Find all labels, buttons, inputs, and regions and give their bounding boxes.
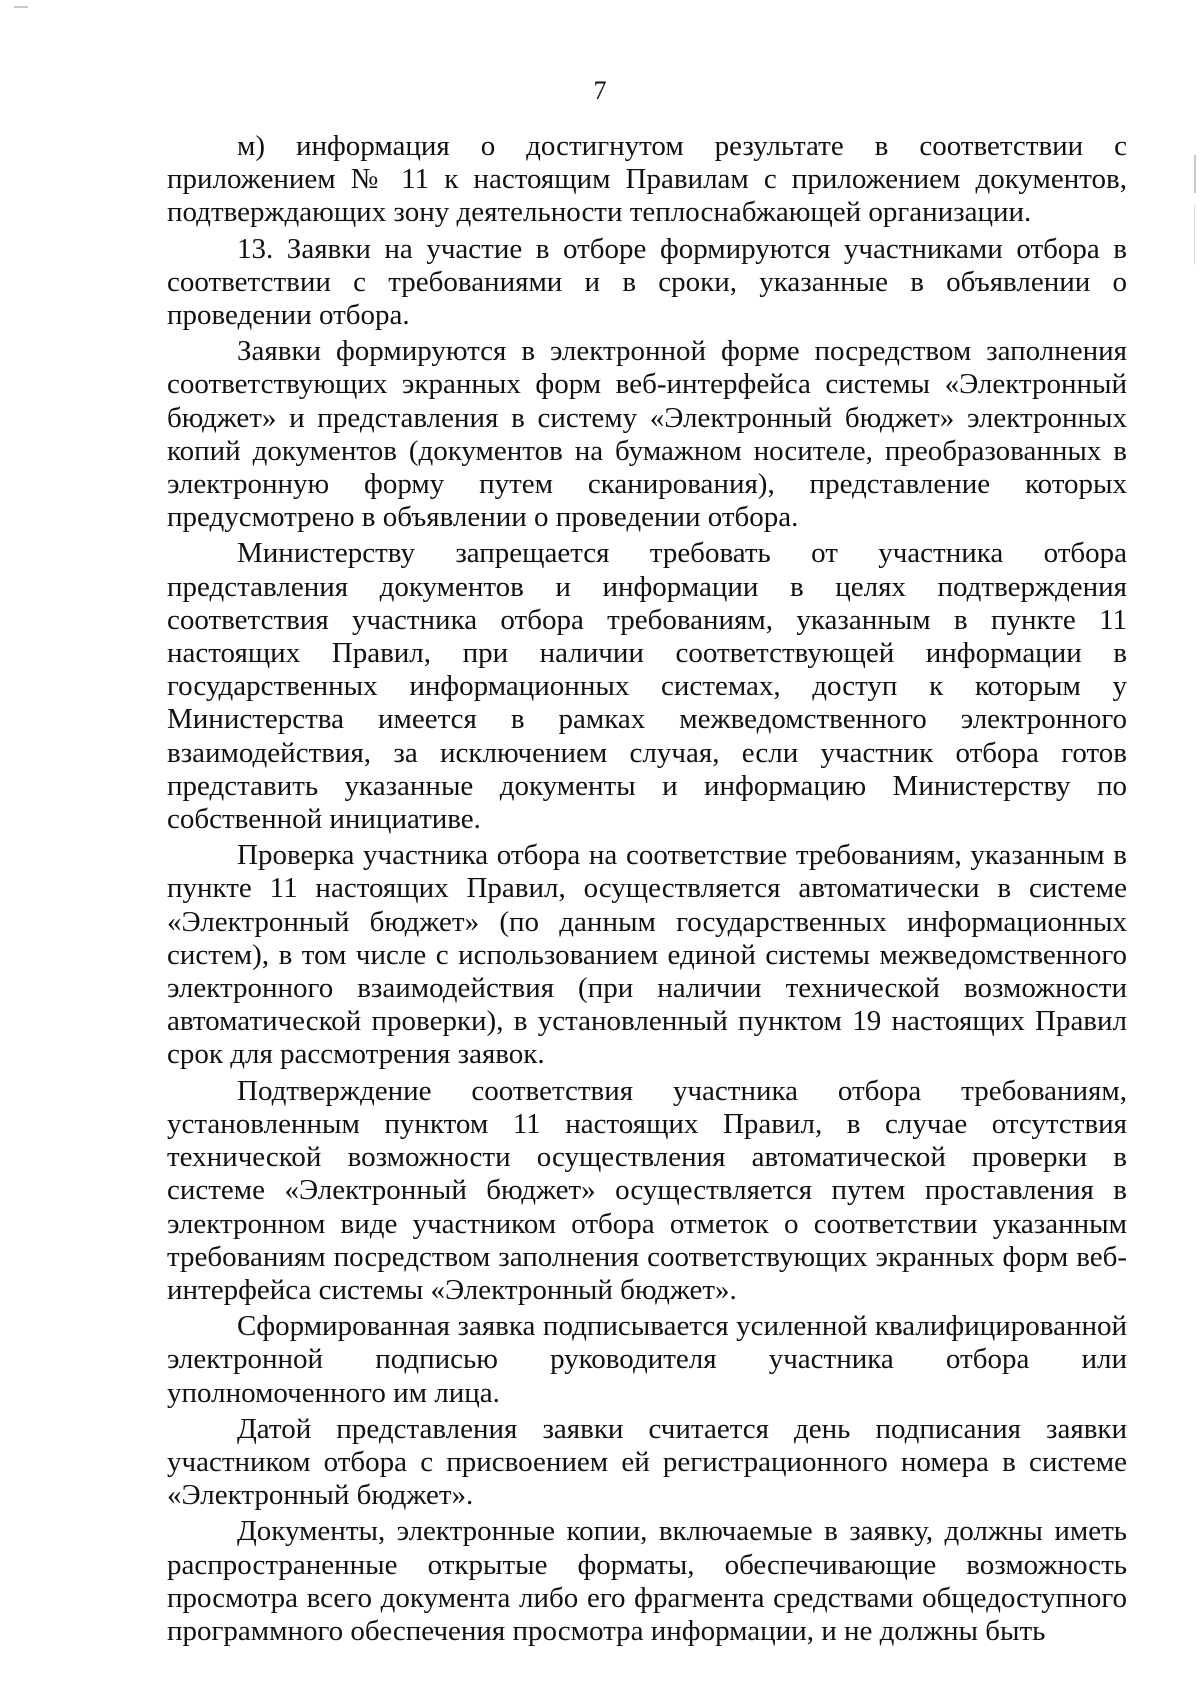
paragraph-electronic-form: Заявки формируются в электронной форме посредством заполнения соответствующих экранных форм веб-интерфейса системы «Электронный бюджет» и представления в систему «Электронный бюджет» электронных копий документов (документов на бумажном носителе, преобразованных в электронную форму путем сканирования), представление которых предусмотрено в объявлении о проведении отбора. xyxy=(167,335,1127,534)
paragraph-item-m: м) информация о достигнутом результате в соответствии с приложением № 11 к настоящим Правилам с приложением документов, подтверждающих зону деятельности теплоснабжающей организации. xyxy=(167,130,1127,229)
paragraph-submission-date: Датой представления заявки считается день подписания заявки участником отбора с присвоением ей регистрационного номера в системе «Электронный бюджет». xyxy=(167,1412,1127,1512)
page-number: 7 xyxy=(593,76,607,105)
document-body xyxy=(167,130,1127,1651)
paragraph-document-formats: Документы, электронные копии, включаемые в заявку, должны иметь распространенные открытые форматы, обеспечивающие возможность просмотра всего документа либо его фрагмента средствами общедоступного программного обеспечения просмотра информации, и не должны быть xyxy=(167,1515,1127,1647)
paragraph-signature: Сформированная заявка подписывается усиленной квалифицированной электронной подписью руководителя участника отбора или уполномоченного им лица. xyxy=(167,1310,1127,1409)
paragraph-automatic-check: Проверка участника отбора на соответствие требованиям, указанным в пункте 11 настоящих Правил, осуществляется автоматически в системе «Электронный бюджет» (по данным государственных информационных систем), в том числе с использованием единой системы межведомственного электронного взаимодействия (при наличии технической возможности автоматической проверки), в установленный пунктом 19 настоящих Правил срок для рассмотрения заявок. xyxy=(167,839,1127,1071)
scan-artifact-top-left xyxy=(14,6,28,8)
paragraph-ministry-prohibition: Министерству запрещается требовать от участника отбора представления документов и информации в целях подтверждения соответствия участника отбора требованиям, указанным в пункте 11 настоящих Правил, при наличии соответствующей информации в государственных информационных системах, доступ к которым у Министерства имеется в рамках межведомственного электронного взаимодействия, за исключением случая, если участник отбора готов представить указанные документы и информацию Министерству по собственной инициативе. xyxy=(167,537,1127,836)
scan-artifact-right-edge xyxy=(1194,155,1196,193)
paragraph-confirmation: Подтверждение соответствия участника отбора требованиям, установленным пунктом 11 настоящих Правил, в случае отсутствия технической возможности осуществления автоматической проверки в системе «Электронный бюджет» осуществляется путем проставления в электронном виде участником отбора отметок о соответствии указанным требованиям посредством заполнения соответствующих экранных форм веб-интерфейса системы «Электронный бюджет». xyxy=(167,1074,1127,1306)
paragraph-clause-13: 13. Заявки на участие в отборе формируются участниками отбора в соответствии с требованиями и в сроки, указанные в объявлении о проведении отбора. xyxy=(167,232,1127,332)
scan-artifact-right-edge-lower xyxy=(1194,205,1195,265)
